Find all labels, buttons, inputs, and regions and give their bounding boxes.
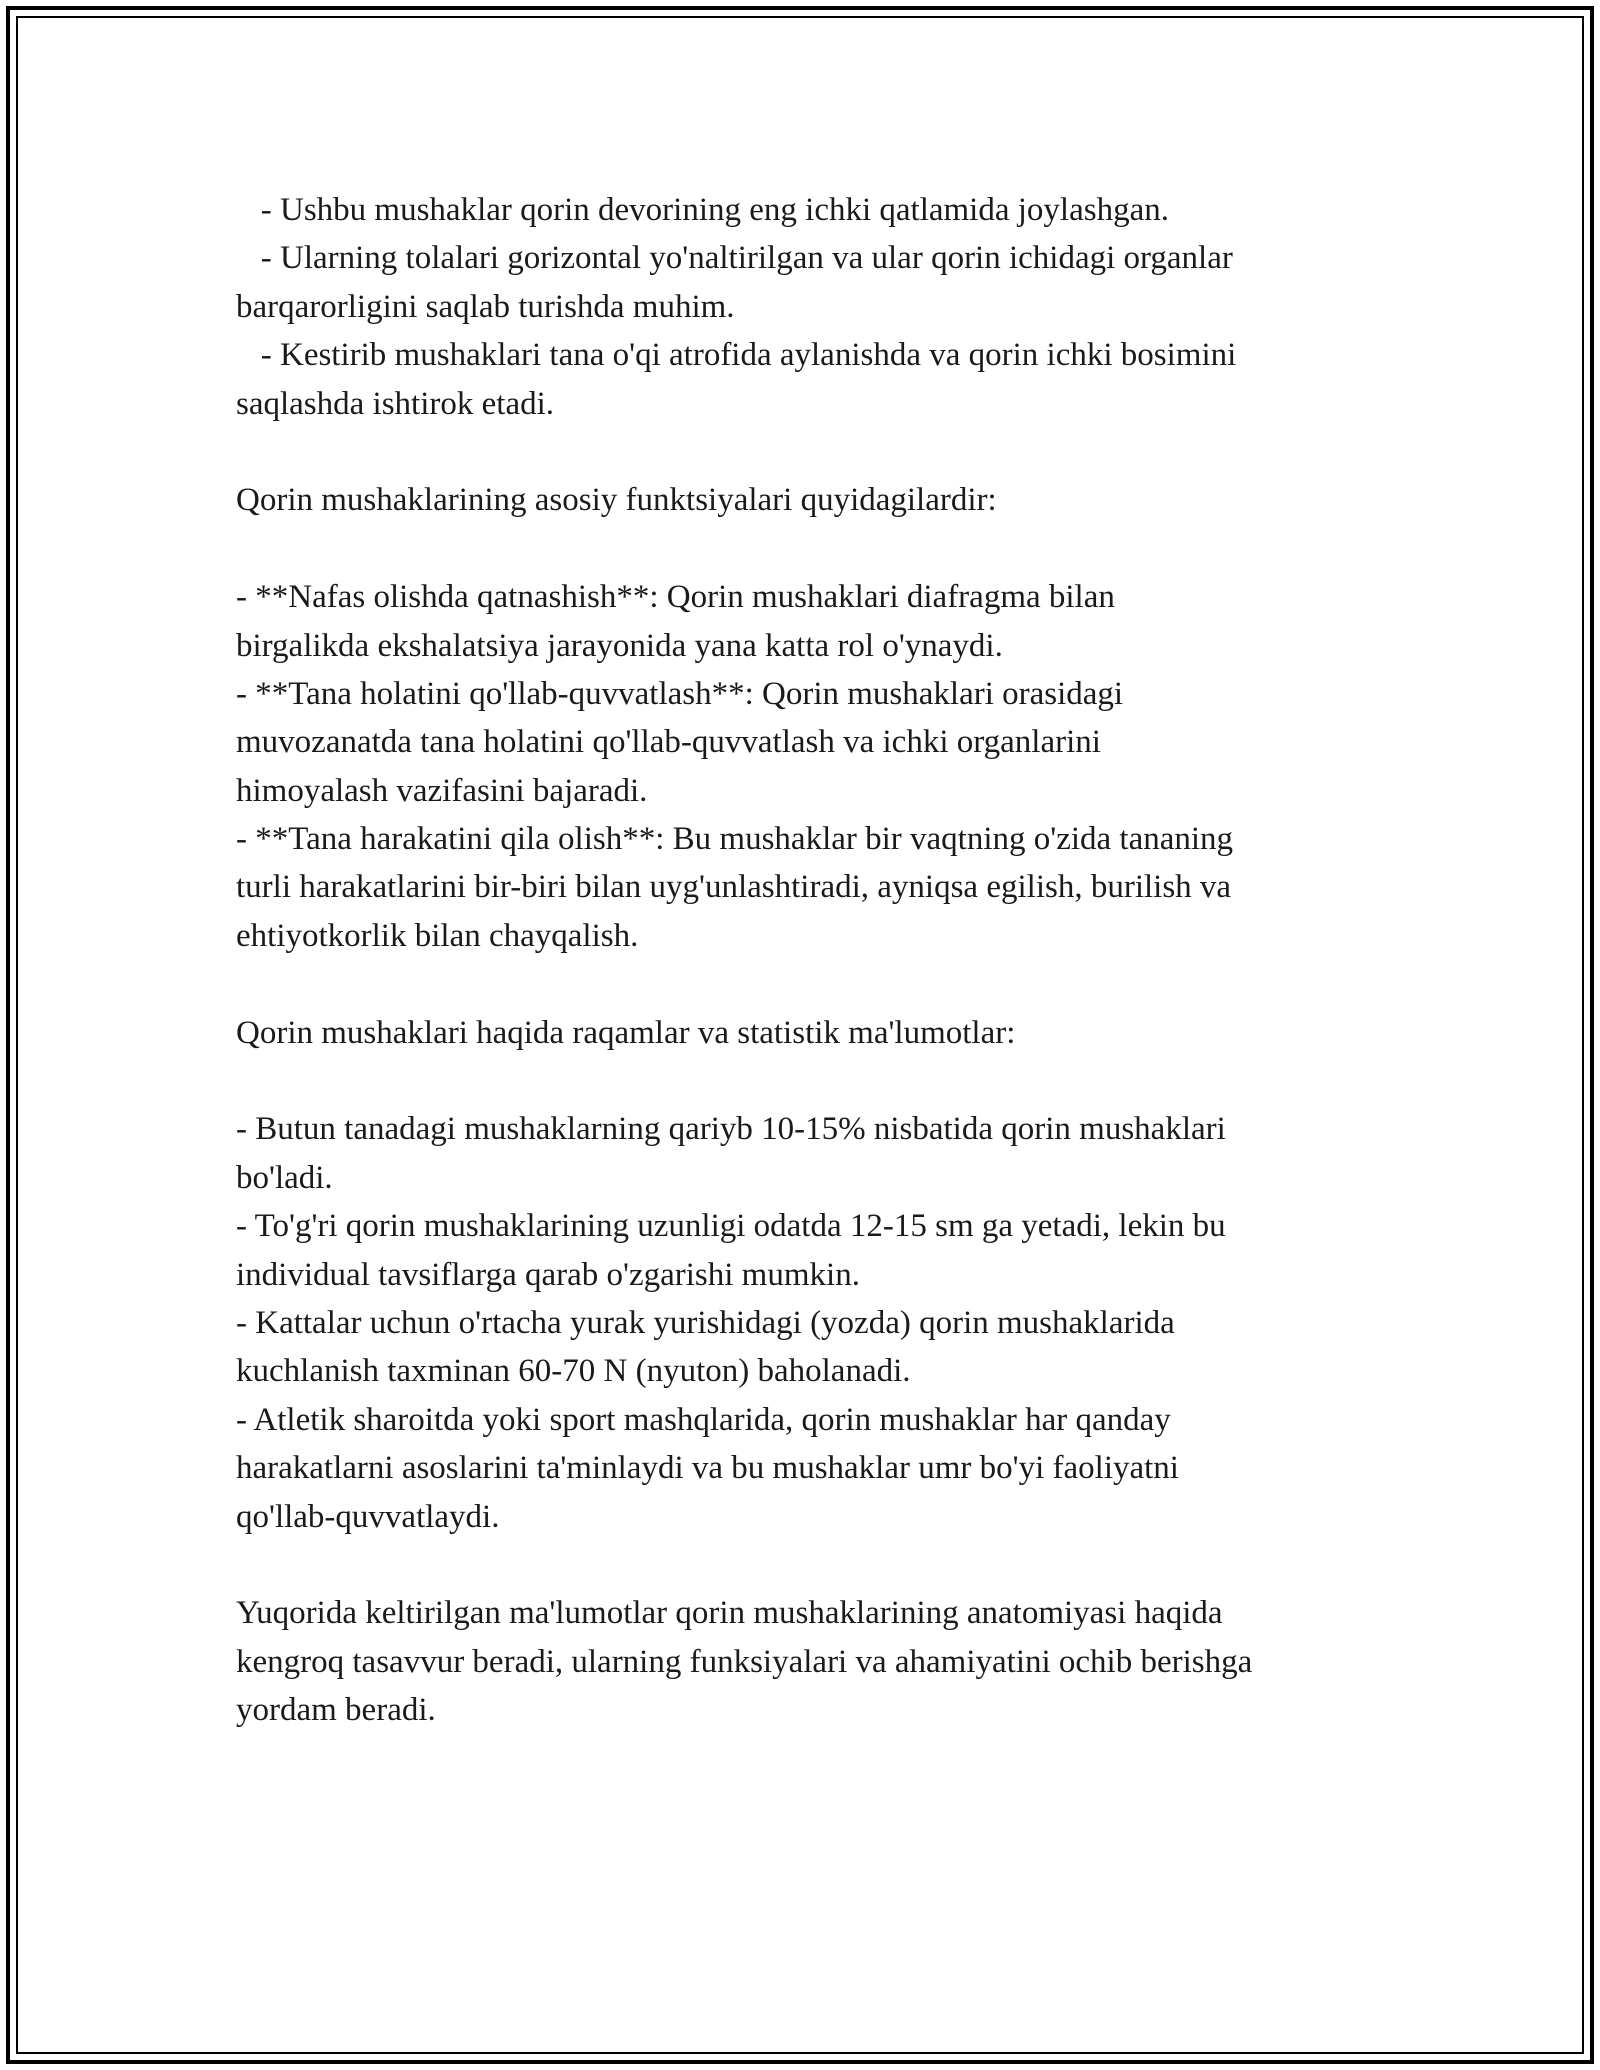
blank-line bbox=[236, 428, 1376, 476]
text-line: ehtiyotkorlik bilan chayqalish. bbox=[236, 917, 639, 954]
text-line: - **Nafas olishda qatnashish**: Qorin mushaklari diafragma bilan bbox=[236, 579, 1115, 616]
text-line: barqarorligini saqlab turishda muhim. bbox=[236, 288, 735, 325]
text-line: Yuqorida keltirilgan ma'lumotlar qorin mushaklarining anatomiyasi haqida bbox=[236, 1595, 1223, 1632]
text-line: harakatlarni asoslarini ta'minlaydi va bu mushaklar umr bo'yi faoliyatni bbox=[236, 1450, 1179, 1487]
text-line: bo'ladi. bbox=[236, 1159, 333, 1196]
text-line: qo'llab-quvvatlaydi. bbox=[236, 1498, 500, 1535]
text-line: - Ularning tolalari gorizontal yo'naltirilgan va ular qorin ichidagi organlar bbox=[236, 240, 1233, 277]
text-line: turli harakatlarini bir-biri bilan uyg'unlashtiradi, ayniqsa egilish, burilish va bbox=[236, 869, 1232, 906]
text-line: Qorin mushaklarining asosiy funktsiyalari quyidagilardir: bbox=[236, 482, 997, 519]
blank-line bbox=[236, 525, 1376, 573]
text-line: - To'g'ri qorin mushaklarining uzunligi odatda 12-15 sm ga yetadi, lekin bu bbox=[236, 1208, 1226, 1245]
text-line: - Kestirib mushaklari tana o'qi atrofida aylanishda va qorin ichki bosimini bbox=[236, 337, 1237, 374]
text-line: - Atletik sharoitda yoki sport mashqlarida, qorin mushaklar har qanday bbox=[236, 1401, 1171, 1438]
blank-line bbox=[236, 960, 1376, 1008]
blank-line bbox=[236, 1541, 1376, 1589]
text-line: muvozanatda tana holatini qo'llab-quvvatlash va ichki organlarini bbox=[236, 724, 1101, 761]
text-line: Qorin mushaklari haqida raqamlar va statistik ma'lumotlar: bbox=[236, 1014, 1016, 1051]
document-body bbox=[236, 186, 1376, 1735]
text-line: birgalikda ekshalatsiya jarayonida yana katta rol o'ynaydi. bbox=[236, 627, 1003, 664]
text-line: - **Tana holatini qo'llab-quvvatlash**: Qorin mushaklari orasidagi bbox=[236, 675, 1124, 712]
text-line: yordam beradi. bbox=[236, 1692, 436, 1729]
text-line: kengroq tasavvur beradi, ularning funksiyalari va ahamiyatini ochib berishga bbox=[236, 1643, 1253, 1680]
text-line: - Butun tanadagi mushaklarning qariyb 10-15% nisbatida qorin mushaklari bbox=[236, 1111, 1226, 1148]
text-line: himoyalash vazifasini bajaradi. bbox=[236, 772, 648, 809]
text-line: - Kattalar uchun o'rtacha yurak yurishidagi (yozda) qorin mushaklarida bbox=[236, 1304, 1175, 1341]
text-line: kuchlanish taxminan 60-70 N (nyuton) baholanadi. bbox=[236, 1353, 911, 1390]
text-line: - Ushbu mushaklar qorin devorining eng ichki qatlamida joylashgan. bbox=[236, 192, 1169, 228]
blank-line bbox=[236, 1057, 1376, 1105]
text-line: saqlashda ishtirok etadi. bbox=[236, 385, 555, 422]
text-line: individual tavsiflarga qarab o'zgarishi mumkin. bbox=[236, 1256, 860, 1293]
text-line: - **Tana harakatini qila olish**: Bu mushaklar bir vaqtning o'zida tananing bbox=[236, 821, 1234, 858]
